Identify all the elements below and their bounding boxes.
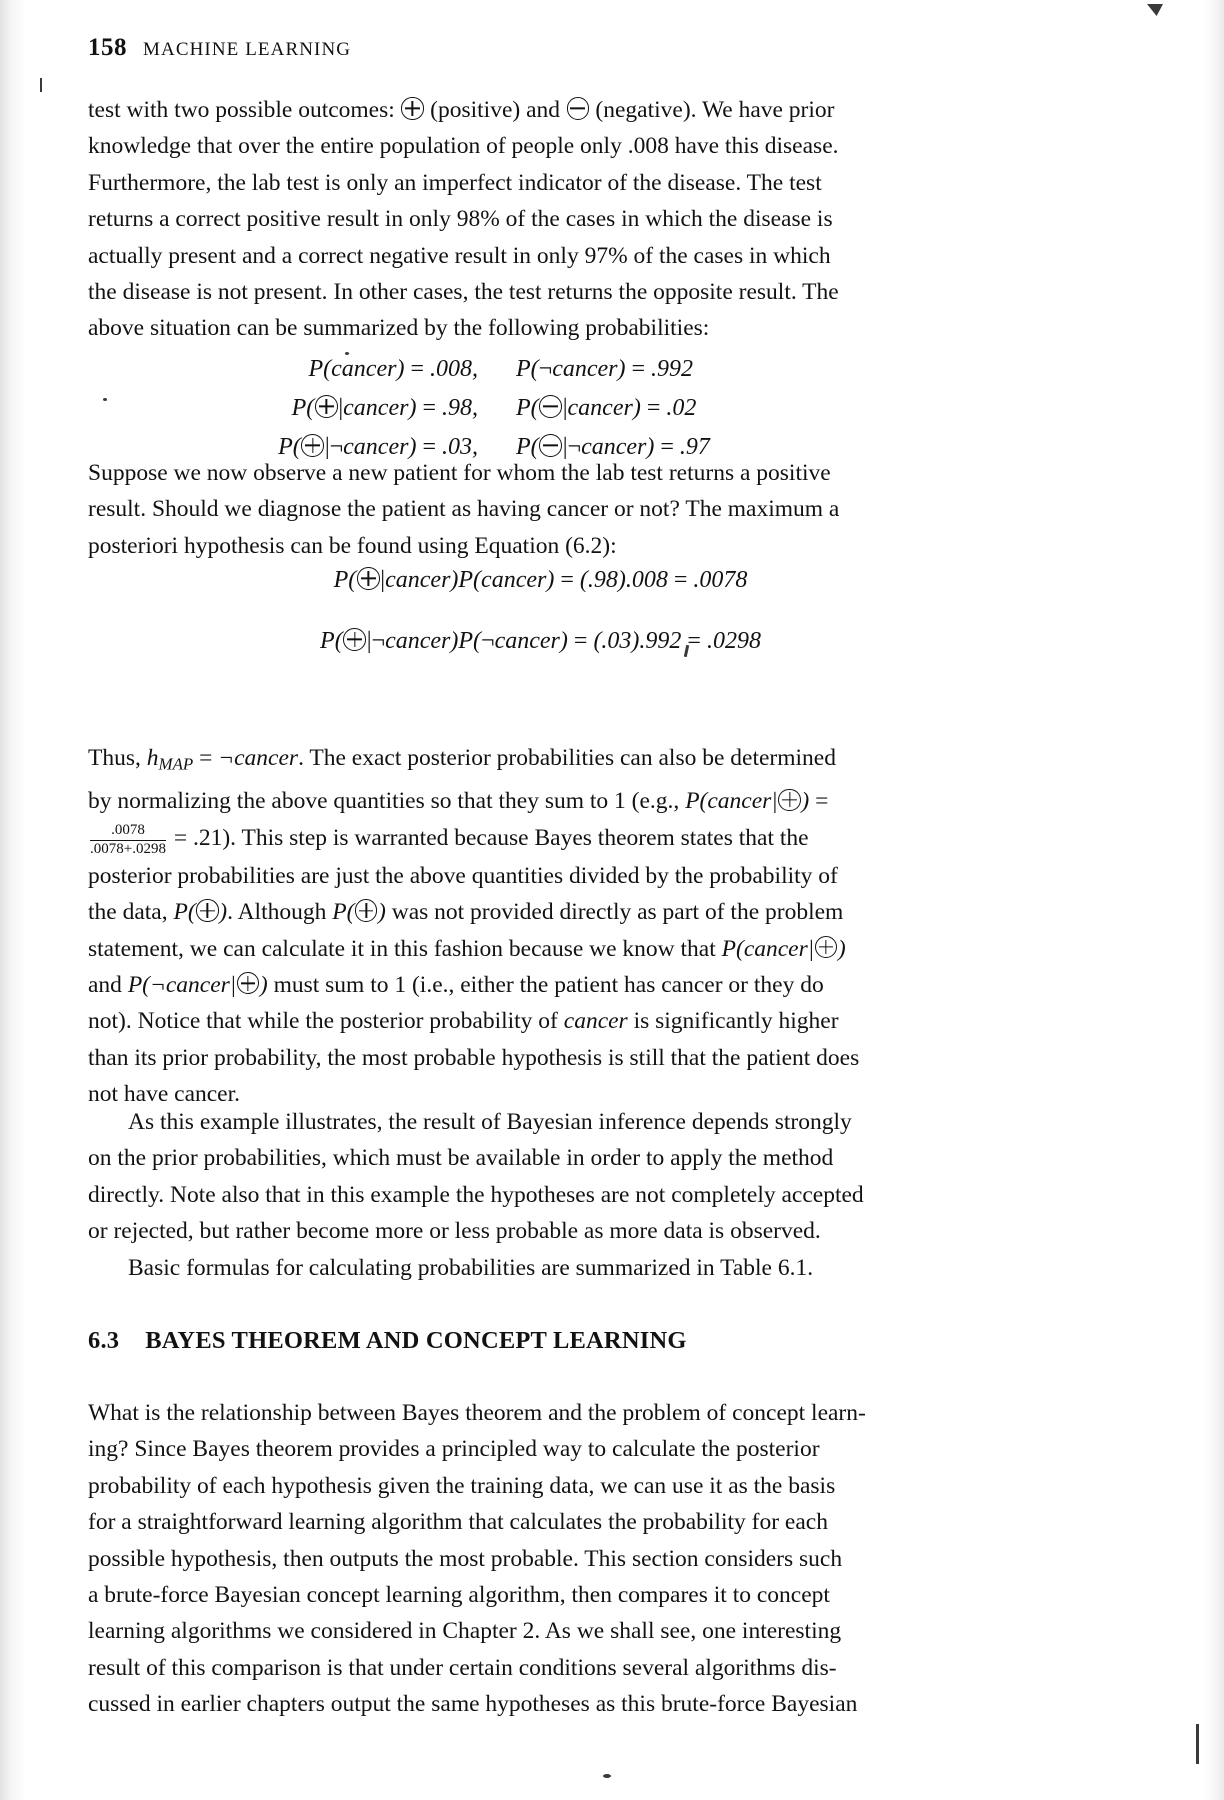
math-p-positive: P( ): [332, 899, 386, 926]
circled-minus-icon: [539, 395, 562, 418]
text-line: Suppose we now observe a new patient for whom the lab test returns a positive: [88, 460, 831, 486]
circled-plus-icon: [196, 899, 218, 921]
text-fragment: and: [88, 971, 128, 998]
math-h-map: $h_{MAP}$: [146, 745, 194, 774]
text-line: on the prior probabilities, which must be available in order to apply the method: [88, 1145, 834, 1172]
circled-plus-icon: [778, 789, 800, 811]
text-line: result of this comparison is that under certain conditions several algorithms dis-: [88, 1654, 837, 1681]
text-fragment: not). Notice that while the posterior probability of: [88, 1008, 564, 1035]
text-line: [88, 740, 993, 783]
page-folio: 158: [88, 34, 127, 61]
text-line: probability of each hypothesis given the training data, we can use it as the basis: [88, 1472, 836, 1499]
text-line: [88, 1003, 993, 1039]
text-line: result. Should we diagnose the patient as having cancer or not? The maximum a: [88, 496, 840, 523]
text-fragment: =: [809, 788, 829, 815]
circled-minus-icon: [567, 97, 589, 119]
text-line: As this example illustrates, the result of Bayesian inference depends strongly: [128, 1109, 852, 1135]
text-fragment: . Although: [227, 899, 333, 926]
fraction-normalization: [90, 823, 166, 858]
paragraph-4: [88, 1104, 993, 1250]
text-line: ing? Since Bayes theorem provides a principled way to calculate the posterior: [88, 1436, 820, 1463]
equation-map-cancer: P( |cancer)P(cancer) = (.98).008 = .0078: [333, 567, 748, 593]
math-p-positive: P( ): [173, 899, 228, 926]
text-fragment: Thus,: [88, 745, 147, 771]
probability-equations: [216, 350, 906, 467]
circled-plus-icon: [237, 972, 259, 994]
paragraph-2: [88, 455, 993, 564]
text-line: What is the relationship between Bayes theorem and the problem of concept learn-: [88, 1400, 866, 1426]
scan-edge-left: [0, 0, 26, 1800]
circled-plus-icon: [301, 434, 324, 457]
section-number: 6.3: [88, 1327, 120, 1354]
circled-minus-icon: [539, 434, 562, 457]
circled-plus-icon: [357, 567, 380, 590]
scan-speck: [103, 398, 107, 401]
text-fragment: by normalizing the above quantities so that they sum to 1 (e.g.,: [88, 788, 686, 815]
circled-plus-icon: [315, 395, 338, 418]
circled-plus-icon: [343, 628, 366, 651]
math-posterior-cancer: P(cancer| ): [721, 935, 846, 962]
display-equations: [88, 558, 993, 664]
scan-speck: [1196, 1724, 1199, 1764]
equation-left: P( |¬cancer) = .03,: [278, 434, 478, 460]
text-line: posteriori hypothesis can be found using Equation (6.2):: [88, 532, 617, 559]
text-line: Basic formulas for calculating probabilities are summarized in Table 6.1.: [128, 1255, 814, 1281]
scan-speck: [40, 78, 42, 92]
text-line: or rejected, but rather become more or less probable as more data is observed.: [88, 1218, 821, 1245]
text-fragment: the data,: [88, 899, 174, 926]
scan-edge-right: [1202, 0, 1224, 1800]
equation-row: [216, 389, 906, 428]
paragraph-5: [88, 1250, 993, 1286]
fraction-numerator: .0078: [90, 823, 166, 841]
emphasis-cancer: cancer: [563, 1008, 628, 1035]
text-line: cussed in earlier chapters output the same hypotheses as this brute-force Bayesian: [88, 1691, 858, 1718]
circled-plus-icon: [355, 899, 377, 921]
text-line: above situation can be summarized by the following probabilities:: [88, 315, 710, 342]
section-heading: [88, 1327, 993, 1355]
equation-left: P( |cancer) = .98,: [291, 395, 478, 421]
text-line: learning algorithms we considered in Chapter 2. As we shall see, one interesting: [88, 1618, 842, 1645]
text-line: a brute-force Bayesian concept learning algorithm, then compares it to concept: [88, 1582, 830, 1609]
text-line: [88, 967, 993, 1003]
equation-right: P( |cancer) = .02: [516, 395, 697, 421]
equation-left: P(cancer) = .008,: [308, 356, 478, 382]
text-line: returns a correct positive result in only 98% of the cases in which the disease is: [88, 206, 833, 233]
math-posterior: P(cancer| ): [685, 788, 810, 815]
paragraph-3: [88, 740, 993, 1113]
equation-right: P( |¬cancer) = .97: [516, 434, 710, 460]
text-fragment: must sum to 1 (i.e., either the patient has cancer or they do: [267, 971, 824, 998]
text-line: not have cancer.: [88, 1081, 241, 1108]
circled-plus-icon: [815, 936, 837, 958]
text-fragment: is significantly higher: [627, 1008, 839, 1035]
text-line: than its prior probability, the most probable hypothesis is still that the patient does: [88, 1044, 860, 1071]
paragraph-1: [88, 92, 993, 347]
text-line: possible hypothesis, then outputs the most probable. This section considers such: [88, 1545, 843, 1572]
text-fragment: = ¬cancer. The exact posterior probabilities can also be determined: [193, 745, 836, 771]
equation-row: [216, 350, 906, 389]
section-title: BAYES THEOREM AND CONCEPT LEARNING: [145, 1327, 687, 1354]
running-head: [88, 34, 351, 62]
text-fragment: statement, we can calculate it in this fashion because we know that: [88, 935, 722, 962]
text-line: test with two possible outcomes: (positive) and (negative). We have prior: [88, 97, 835, 123]
math-posterior-not-cancer: P(¬cancer| ): [127, 971, 268, 998]
text-line: actually present and a correct negative result in only 97% of the cases in which: [88, 242, 831, 269]
circled-plus-icon: [401, 97, 423, 119]
text-line: [88, 820, 993, 858]
text-line: for a straightforward learning algorithm that calculates the probability for each: [88, 1509, 828, 1536]
fraction-denominator: .0078+.0298: [90, 840, 166, 857]
text-line: [88, 783, 993, 819]
text-line: the disease is not present. In other cases, the test returns the opposite result. The: [88, 279, 839, 306]
text-fragment: = .21). This step is warranted because Bayes theorem states that the: [167, 824, 809, 851]
scan-speck: [1147, 4, 1163, 16]
text-line: knowledge that over the entire population of people only .008 have this disease.: [88, 133, 839, 160]
equation-map-not-cancer: P( |¬cancer)P(¬cancer) = (.03).992 = .0298: [320, 628, 761, 654]
equation-right: P(¬cancer) = .992: [516, 356, 694, 382]
paragraph-6: [88, 1395, 993, 1723]
text-line: posterior probabilities are just the above quantities divided by the probability of: [88, 862, 838, 889]
text-fragment: was not provided directly as part of the problem: [385, 899, 844, 926]
text-line: [88, 894, 993, 930]
text-line: [88, 931, 993, 967]
text-line: Furthermore, the lab test is only an imperfect indicator of the disease. The test: [88, 169, 822, 196]
text-line: directly. Note also that in this example the hypotheses are not completely accepted: [88, 1181, 864, 1208]
scan-speck: [603, 1774, 611, 1778]
book-title: MACHINE LEARNING: [143, 39, 352, 60]
